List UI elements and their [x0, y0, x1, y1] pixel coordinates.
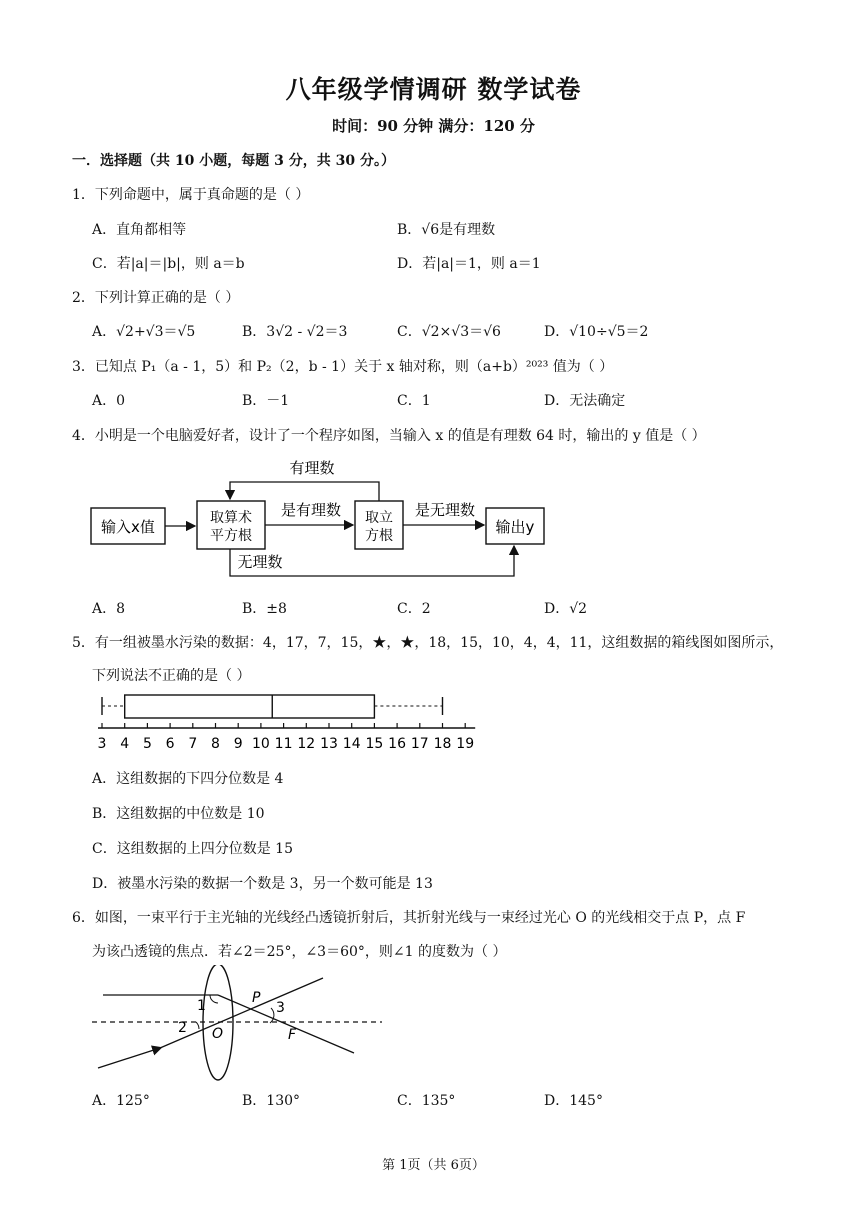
page-title: 八年级学情调研 数学试卷 [285, 75, 582, 104]
q5-stem-line1: 5．有一组被墨水污染的数据：4，17，7，15，★，★，18，15，10，4，4，11，这组数据的箱线图如图所示， [72, 635, 784, 651]
q4-option-a: A．8 [92, 601, 126, 617]
flow-label-is-irrational: 是无理数 [414, 501, 476, 519]
q1-option-a: A．直角都相等 [92, 222, 187, 238]
axis-tick-label: 19 [456, 736, 475, 752]
q6-option-d: D．145° [544, 1093, 603, 1109]
axis-tick-label: 3 [97, 736, 107, 752]
axis-tick-label: 14 [342, 736, 361, 752]
q2-option-c: C．√2×√3＝√6 [397, 324, 501, 340]
q1-stem: 1．下列命题中，属于真命题的是（ ） [72, 187, 310, 203]
axis-tick-label: 12 [297, 736, 316, 752]
axis-tick-label: 7 [188, 736, 198, 752]
q2-option-a: A．√2+√3＝√5 [92, 324, 196, 340]
q5-stem-line2: 下列说法不正确的是（ ） [92, 668, 251, 684]
section-heading: 一．选择题（共 10 小题，每题 3 分，共 30 分。） [72, 153, 395, 169]
angle-3-label: 3 [276, 1000, 285, 1016]
point-p-label: P [252, 990, 261, 1006]
q4-option-d: D．√2 [544, 601, 588, 617]
angle-1-label: 1 [197, 998, 206, 1014]
axis-tick-label: 15 [365, 736, 384, 752]
axis-tick-label: 17 [410, 736, 429, 752]
q4-option-b: B．±8 [242, 601, 287, 617]
center-ray [160, 978, 323, 1048]
angle-2-label: 2 [178, 1020, 187, 1036]
flow-label-is-rational: 是有理数 [280, 501, 342, 519]
q5-option-d: D．被墨水污染的数据一个数是 3，另一个数可能是 13 [92, 876, 433, 892]
boxplot-diagram [0, 685, 867, 760]
refracted-ray [218, 995, 354, 1053]
point-f-label: F [288, 1027, 297, 1043]
flow-label-irrational: 无理数 [237, 553, 283, 571]
flowchart-diagram [0, 445, 867, 590]
q6-stem-line1: 6．如图，一束平行于主光轴的光线经凸透镜折射后，其折射光线与一束经过光心 O 的光线相交于点 P，点 F [72, 910, 746, 926]
q1-option-c: C．若|a|＝|b|，则 a＝b [92, 256, 245, 272]
flow-sqrt-text-1: 取算术 [210, 510, 252, 526]
q5-option-c: C．这组数据的上四分位数是 15 [92, 841, 293, 857]
flow-cbrt-text-2: 方根 [365, 528, 393, 544]
q6-option-a: A．125° [92, 1093, 150, 1109]
q2-option-b: B．3√2 - √2＝3 [242, 324, 348, 340]
q6-option-c: C．135° [397, 1093, 456, 1109]
q6-option-b: B．130° [242, 1093, 301, 1109]
q3-stem: 3．已知点 P₁（a - 1，5）和 P₂（2，b - 1）关于 x 轴对称，则（a+b）²⁰²³ 值为（ ） [72, 359, 614, 375]
q5-option-b: B．这组数据的中位数是 10 [92, 806, 265, 822]
exam-info: 时间：90 分钟 满分：120 分 [332, 117, 535, 135]
axis-tick-label: 9 [233, 736, 243, 752]
axis-tick-label: 6 [165, 736, 175, 752]
iqr-box [125, 695, 375, 718]
flow-label-rational-top: 有理数 [289, 459, 335, 477]
axis-tick-label: 18 [433, 736, 452, 752]
q4-option-c: C．2 [397, 601, 431, 617]
q3-option-a: A．0 [92, 393, 126, 409]
lens-diagram [0, 965, 867, 1085]
axis-tick-label: 13 [320, 736, 338, 752]
q1-option-d: D．若|a|＝1，则 a＝1 [397, 256, 541, 272]
page-footer: 第 1页（共 6页） [382, 1158, 485, 1173]
q4-stem: 4．小明是一个电脑爱好者，设计了一个程序如图，当输入 x 的值是有理数 64 时，输出的 y 值是（ ） [72, 428, 706, 444]
flow-output-text: 输出y [495, 518, 535, 536]
axis-tick-label: 10 [251, 736, 270, 752]
q5-option-a: A．这组数据的下四分位数是 4 [92, 771, 284, 787]
q6-stem-line2: 为该凸透镜的焦点．若∠2＝25°，∠3＝60°，则∠1 的度数为（ ） [92, 944, 507, 960]
axis-tick-label: 4 [120, 736, 130, 752]
q2-option-d: D．√10÷√5＝2 [544, 324, 649, 340]
q3-option-d: D．无法确定 [544, 393, 626, 409]
point-o-label: O [212, 1026, 224, 1042]
flow-sqrt-text-2: 平方根 [210, 528, 252, 544]
axis-tick-label: 5 [142, 736, 152, 752]
q1-option-b: B．√6是有理数 [397, 222, 496, 238]
axis-tick-label: 16 [388, 736, 407, 752]
q3-option-b: B．－1 [242, 393, 290, 409]
axis-tick-label: 11 [274, 736, 293, 752]
q2-stem: 2．下列计算正确的是（ ） [72, 290, 240, 306]
flow-cbrt-text-1: 取立 [365, 510, 393, 526]
axis-tick-label: 8 [211, 736, 220, 752]
flow-input-text: 输入x值 [101, 518, 155, 536]
q3-option-c: C．1 [397, 393, 431, 409]
